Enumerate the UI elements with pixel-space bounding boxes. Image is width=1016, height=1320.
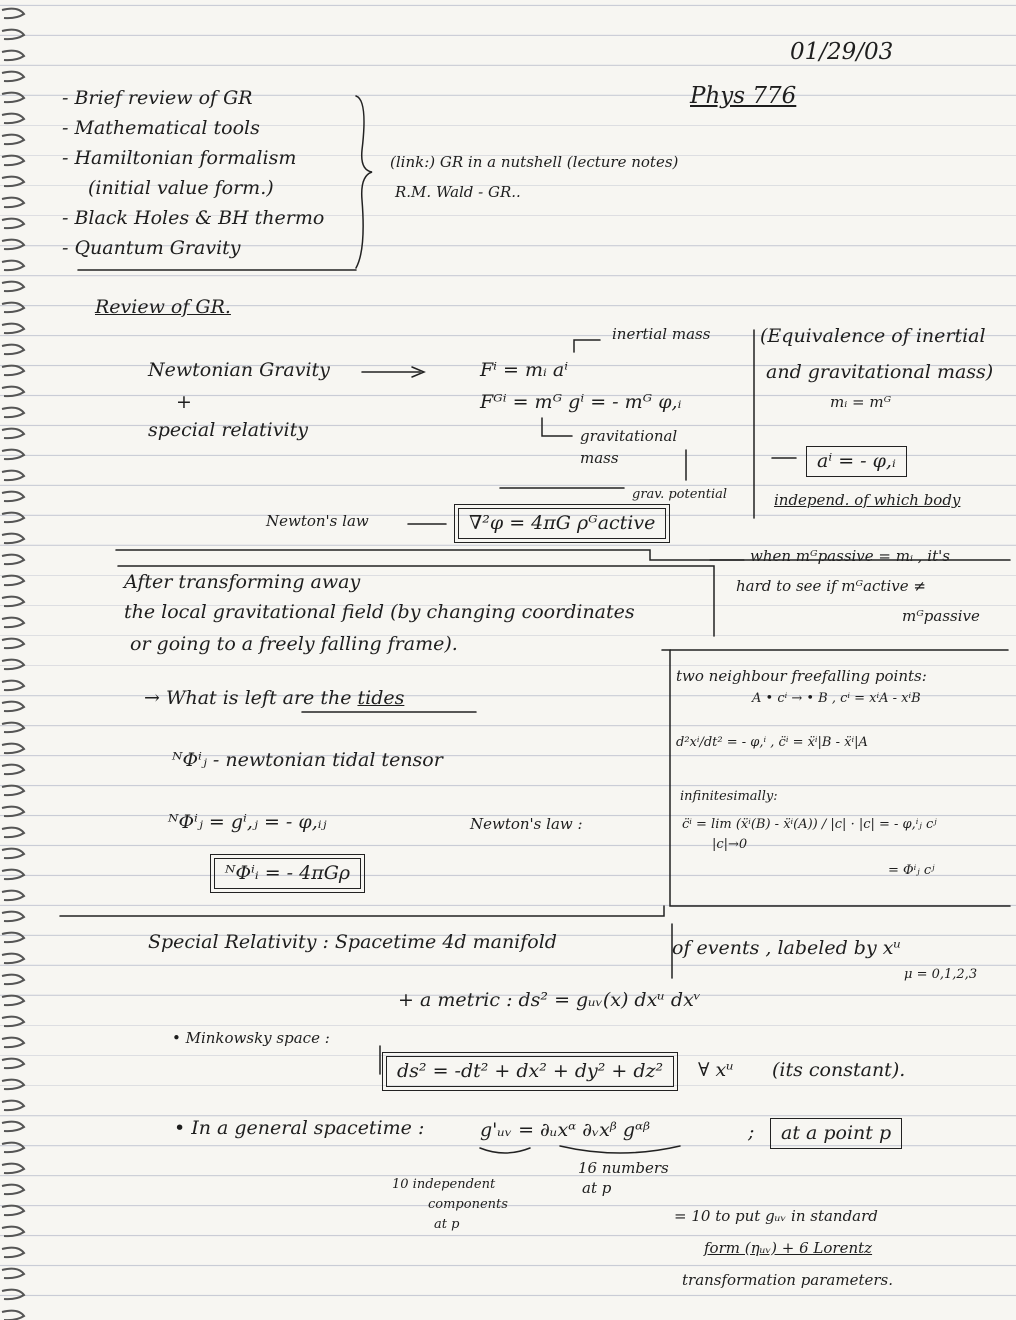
neighbour-box-left bbox=[662, 650, 1010, 906]
separation-vector: A • cⁱ → • B , cⁱ = xⁱA - xⁱB bbox=[752, 691, 921, 706]
outline-brace bbox=[356, 96, 372, 268]
limit-subscript: |c|→0 bbox=[712, 837, 748, 852]
spiral-loop bbox=[2, 765, 24, 775]
outline-item: (initial value form.) bbox=[88, 177, 274, 199]
spiral-loop bbox=[2, 30, 24, 40]
spiral-loop bbox=[2, 513, 24, 523]
plus-sign: + bbox=[176, 391, 192, 413]
spiral-loop bbox=[2, 240, 24, 250]
spiral-loop bbox=[2, 660, 24, 670]
tidal-result: = Φⁱⱼ cʲ bbox=[888, 863, 935, 878]
section-heading: Review of GR. bbox=[95, 296, 231, 318]
newtons-law-label: Newton's law bbox=[266, 512, 369, 530]
tidal-trace-equation: ᴺΦⁱᵢ = - 4πGρ bbox=[214, 858, 361, 889]
sr-definition: of events , labeled by xᵘ bbox=[672, 937, 902, 959]
spiral-loop bbox=[2, 870, 24, 880]
independent-components-note: components bbox=[428, 1197, 508, 1212]
poisson-equation: ∇²φ = 4πG ρᴳactive bbox=[458, 508, 666, 539]
spiral-loop bbox=[2, 597, 24, 607]
spiral-loop bbox=[2, 1122, 24, 1132]
spiral-loop bbox=[2, 1311, 24, 1320]
outline-item: - Black Holes & BH thermo bbox=[62, 207, 325, 229]
parameter-count-note: = 10 to put gᵤᵥ in standard bbox=[674, 1207, 878, 1225]
spiral-loop bbox=[2, 492, 24, 502]
spiral-loop bbox=[2, 723, 24, 733]
outline-item: - Brief review of GR bbox=[62, 87, 253, 109]
spiral-loop bbox=[2, 1290, 24, 1300]
sixteen-brace bbox=[560, 1146, 680, 1153]
spiral-loop bbox=[2, 450, 24, 460]
index-range: μ = 0,1,2,3 bbox=[904, 967, 978, 982]
gravitational-mass-note: gravitational bbox=[580, 427, 678, 445]
passive-mass-note: when mᴳpassive = mᵢ , it's bbox=[750, 547, 950, 565]
infinitesimally-label: infinitesimally: bbox=[680, 789, 778, 804]
spiral-loop bbox=[2, 387, 24, 397]
spiral-loop bbox=[2, 156, 24, 166]
spiral-loop bbox=[2, 996, 24, 1006]
metric-transformation: g'ᵤᵥ = ∂ᵤxᵅ ∂ᵥxᵝ gᵅᵝ bbox=[480, 1119, 651, 1141]
spiral-loop bbox=[2, 51, 24, 61]
sr-definition: Special Relativity : Spacetime 4d manifold bbox=[148, 931, 557, 953]
spiral-loop bbox=[2, 324, 24, 334]
semicolon: ; bbox=[748, 1121, 755, 1143]
spiral-loop bbox=[2, 618, 24, 628]
outline-item: - Mathematical tools bbox=[62, 117, 260, 139]
spiral-loop bbox=[2, 114, 24, 124]
spiral-loop bbox=[2, 1059, 24, 1069]
newtons-law-reference: Newton's law : bbox=[470, 815, 583, 833]
neighbour-points-note: two neighbour freefalling points: bbox=[676, 667, 927, 685]
tides-intro bbox=[144, 688, 404, 709]
grav-mass-bracket bbox=[542, 418, 572, 436]
course-title: Phys 776 bbox=[690, 83, 797, 109]
sixteen-numbers-note: at p bbox=[582, 1179, 612, 1197]
metric-equation: + a metric : ds² = gᵤᵥ(x) dxᵘ dxᵛ bbox=[398, 989, 701, 1011]
tides-intro-text: → What is left are the bbox=[144, 687, 352, 709]
spiral-loop bbox=[2, 177, 24, 187]
spiral-loop bbox=[2, 786, 24, 796]
spiral-loop bbox=[2, 198, 24, 208]
inertial-mass-note: inertial mass bbox=[612, 325, 711, 343]
equivalence-note: (Equivalence of inertial bbox=[760, 325, 986, 347]
spiral-loop bbox=[2, 681, 24, 691]
ten-brace bbox=[480, 1148, 530, 1153]
equation-inertial: Fⁱ = mᵢ aⁱ bbox=[480, 359, 569, 381]
spiral-loop bbox=[2, 93, 24, 103]
independent-components-note: at p bbox=[434, 1217, 460, 1232]
mass-equality: mᵢ = mᴳ bbox=[830, 393, 892, 411]
geodesic-equations: d²xⁱ/dt² = - φ,ⁱ , c̈ⁱ = ẍⁱ|B - ẍⁱ|A bbox=[676, 735, 868, 750]
passive-mass-note: hard to see if mᴳactive ≠ bbox=[736, 577, 926, 595]
spiral-loop bbox=[2, 303, 24, 313]
at-a-point-box: at a point p bbox=[770, 1118, 902, 1149]
note-date: 01/29/03 bbox=[790, 39, 894, 65]
equation-gravitational: Fᴳⁱ = mᴳ gⁱ = - mᴳ φ,ᵢ bbox=[480, 391, 682, 413]
spiral-loop bbox=[2, 639, 24, 649]
spiral-loop bbox=[2, 912, 24, 922]
special-relativity-label: special relativity bbox=[148, 419, 308, 441]
general-spacetime-label: • In a general spacetime : bbox=[174, 1117, 425, 1139]
tides-text: After transforming away bbox=[124, 571, 361, 593]
tides-text: or going to a freely falling frame). bbox=[130, 633, 458, 655]
limit-equation: c̈ⁱ = lim (ẍⁱ(B) - ẍⁱ(A)) / |c| · |c| = - φ,ⁱⱼ cʲ bbox=[682, 817, 937, 832]
section-divider bbox=[60, 906, 664, 916]
spiral-loop bbox=[2, 1206, 24, 1216]
grav-potential-note: grav. potential bbox=[632, 487, 728, 502]
spiral-loop bbox=[2, 72, 24, 82]
constant-note: (its constant). bbox=[772, 1059, 906, 1081]
equivalence-note: and gravitational mass) bbox=[766, 361, 994, 383]
spiral-loop bbox=[2, 1164, 24, 1174]
spiral-loop bbox=[2, 576, 24, 586]
independent-note: independ. of which body bbox=[774, 491, 961, 509]
sixteen-numbers-note: 16 numbers bbox=[578, 1159, 669, 1177]
spiral-loop bbox=[2, 555, 24, 565]
spiral-loop bbox=[2, 534, 24, 544]
independent-components-note: 10 independent bbox=[392, 1177, 496, 1192]
gravitational-mass-note: mass bbox=[580, 449, 619, 467]
for-all-note: ∀ xᵘ bbox=[698, 1059, 734, 1081]
spiral-loop bbox=[2, 1248, 24, 1258]
outline-item: - Hamiltonian formalism bbox=[62, 147, 297, 169]
parameter-count-note: transformation parameters. bbox=[682, 1271, 894, 1289]
spiral-binding bbox=[0, 0, 40, 1320]
inertial-mass-bracket bbox=[574, 340, 600, 352]
acceleration-equation: aⁱ = - φ,ᵢ bbox=[806, 446, 907, 477]
reference-link: (link:) GR in a nutshell (lecture notes) bbox=[390, 153, 679, 171]
minkowski-label: • Minkowsky space : bbox=[172, 1029, 330, 1047]
spiral-loop bbox=[2, 282, 24, 292]
tidal-tensor-definition: ᴺΦⁱⱼ - newtonian tidal tensor bbox=[172, 749, 443, 771]
spiral-loop bbox=[2, 345, 24, 355]
minkowski-metric: ds² = -dt² + dx² + dy² + dz² bbox=[386, 1056, 674, 1087]
spiral-loop bbox=[2, 366, 24, 376]
spiral-loop bbox=[2, 807, 24, 817]
spiral-loop bbox=[2, 744, 24, 754]
spiral-loop bbox=[2, 219, 24, 229]
spiral-loop bbox=[2, 933, 24, 943]
spiral-loop bbox=[2, 1038, 24, 1048]
newtonian-gravity-label: Newtonian Gravity bbox=[148, 359, 330, 381]
spiral-loop bbox=[2, 261, 24, 271]
outline-item: - Quantum Gravity bbox=[62, 237, 241, 259]
spiral-loop bbox=[2, 1185, 24, 1195]
passive-mass-note: mᴳpassive bbox=[902, 607, 980, 625]
spiral-loop bbox=[2, 1101, 24, 1111]
arrow-head bbox=[412, 367, 424, 377]
spiral-loop bbox=[2, 975, 24, 985]
spiral-loop bbox=[2, 1143, 24, 1153]
spiral-loop bbox=[2, 1269, 24, 1279]
tides-text: the local gravitational field (by changing coordinates bbox=[124, 601, 635, 623]
section-divider bbox=[116, 550, 744, 560]
spiral-loop bbox=[2, 828, 24, 838]
tides-word: tides bbox=[357, 687, 405, 709]
parameter-count-note: form (ηᵤᵥ) + 6 Lorentz bbox=[704, 1239, 873, 1257]
spiral-loop bbox=[2, 1017, 24, 1026]
spiral-loop bbox=[2, 408, 24, 418]
spiral-loop bbox=[2, 891, 24, 901]
spiral-loop bbox=[2, 429, 24, 439]
reference-book: R.M. Wald - GR.. bbox=[395, 183, 521, 201]
spiral-loop bbox=[2, 954, 24, 964]
spiral-loop bbox=[2, 1227, 24, 1237]
spiral-loop bbox=[2, 471, 24, 481]
spiral-loop bbox=[2, 849, 24, 859]
spiral-loop bbox=[2, 1080, 24, 1090]
tidal-tensor-equation: ᴺΦⁱⱼ = gⁱ,ⱼ = - φ,ᵢⱼ bbox=[168, 811, 327, 833]
spiral-loop bbox=[2, 9, 24, 18]
spiral-loop bbox=[2, 702, 24, 712]
spiral-loop bbox=[2, 135, 24, 145]
